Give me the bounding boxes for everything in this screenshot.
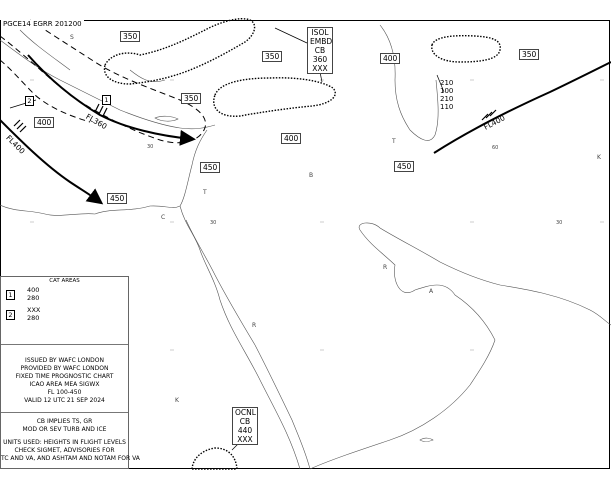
turbulence-level-east: 210 100 210 110 [440,79,454,111]
flight-level-label: 450 [107,193,127,204]
jet-streams [0,55,611,202]
coastline-cyprus [155,116,178,121]
jet-label-west: FL400 [4,133,27,156]
city-mark: T [203,189,207,196]
cb-cloud-south [192,448,237,469]
legend-cat-2-levels: XXX 280 [27,306,41,322]
cat-area-2-boundary [0,60,90,122]
cb-cloud-northeast [432,36,500,62]
legend-cat-num-1: 1 [6,290,15,300]
coastline-arabia-east [359,223,495,340]
city-mark: R [252,322,257,329]
legend-panel [0,276,140,469]
cb-cloud-north-long [104,19,254,84]
legend-issued-block: ISSUED BY WAFC LONDON PROVIDED BY WAFC LONDON FIXED TIME PROGNOSTIC CHART ICAO AREA MEA SIGWX FL 100-450 VALID 12 UTC 21 SEP 2024 [1,344,128,410]
jet-label-central: FL360 [84,111,109,132]
cb-cloud-central [214,78,336,116]
coastline-north-africa [0,205,180,215]
flight-level-label: 350 [519,49,539,60]
coastline-aegean [20,30,165,82]
city-mark: K [175,397,179,404]
coastline-caspian [380,25,438,140]
jet-stream-east [434,62,611,153]
cat-areas-title: CAT AREAS [49,278,80,284]
city-mark: K [597,154,601,161]
city-mark: C [161,214,166,221]
jet-stream-west [0,120,100,202]
grid-label: 30 [556,220,563,226]
city-mark: T [392,138,396,145]
city-mark: R [383,264,388,271]
flight-level-label: 350 [120,31,140,42]
coastline-arabia-south [310,340,495,469]
flight-level-label: 350 [262,51,282,62]
cat-area-marker-1: 1 [102,95,111,105]
coastline-iran [380,228,611,325]
city-mark: S [70,34,74,41]
coastline-red-sea-island [420,438,433,441]
city-mark: B [309,172,314,179]
coastline-turkey [0,40,215,132]
city-mark: A [429,288,434,295]
cb-label-south: OCNL CB 440 XXX [232,407,258,445]
flight-level-label: 400 [281,133,301,144]
flight-level-label: 450 [394,161,414,172]
grid-label: 30 [147,144,154,150]
flight-level-label: 450 [200,162,220,173]
legend-cat-1-levels: 400 280 [27,286,40,302]
grid-label: 60 [492,145,499,151]
cat-area-marker-2: 2 [25,96,34,106]
flight-level-label: 400 [34,117,54,128]
flight-level-label: 400 [380,53,400,64]
chart-header-code: PGCE14 EGRR 201200 [3,20,82,28]
legend-notes-block: CB IMPLIES TS, GR MOD OR SEV TURB AND ICE UNITS USED: HEIGHTS IN FLIGHT LEVELS CHECK SIGMET, ADVISORIES FOR TC AND VA, AND ASHTAM AND NOTAM FOR VA [1,412,128,468]
legend-cat-num-2: 2 [6,310,15,320]
wind-barb-west [14,120,26,132]
cb-label-north: ISOL EMBD CB 360 XXX [307,27,333,74]
grid-label: 30 [210,220,217,226]
jet-label-east: FL400 [482,113,507,132]
flight-level-label: 350 [181,93,201,104]
